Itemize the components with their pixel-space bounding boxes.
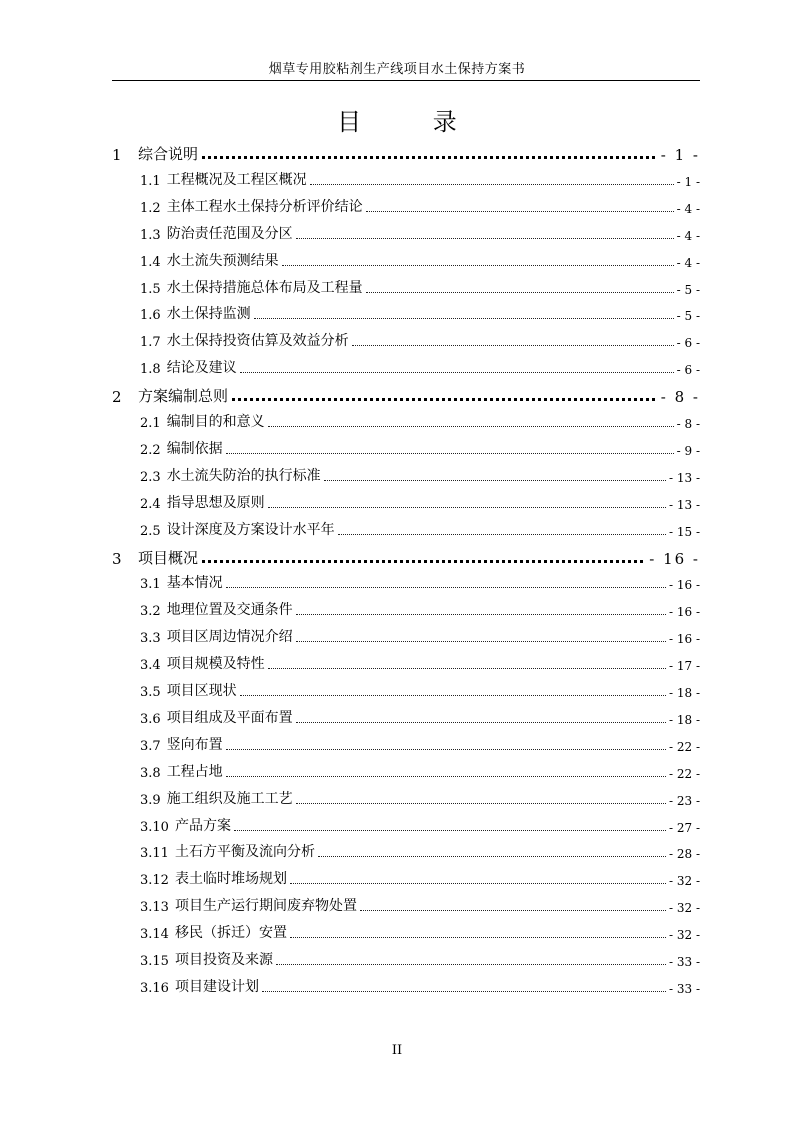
toc-entry-title: 结论及建议 <box>166 360 237 377</box>
toc-dot-leader <box>268 507 666 508</box>
toc-entry-title: 工程概况及工程区概况 <box>166 171 307 188</box>
toc-entry-title: 项目规模及特性 <box>166 656 265 673</box>
toc-entry-page: - 4 - <box>676 255 700 270</box>
toc-entry-title: 项目区周边情况介绍 <box>166 629 293 646</box>
toc-dot-leader <box>296 641 666 642</box>
toc-section-entry[interactable] <box>140 167 700 189</box>
toc-title: 目 录 <box>337 108 489 136</box>
toc-dot-leader <box>202 560 643 563</box>
toc-entry-page: - 5 - <box>676 282 700 297</box>
toc-entry-page: - 8 - <box>676 417 700 431</box>
toc-entry-page: - 22 - <box>668 766 700 781</box>
toc-dot-leader <box>296 722 666 723</box>
toc-entry-title: 基本情况 <box>166 575 223 592</box>
toc-entry-number: 3.10 <box>140 819 169 835</box>
toc-section-entry[interactable] <box>140 328 700 350</box>
toc-entry-number: 3.15 <box>140 954 169 969</box>
toc-entry-number: 3.16 <box>140 980 169 996</box>
toc-section-entry[interactable] <box>140 597 700 619</box>
toc-dot-leader <box>360 910 666 911</box>
toc-entry-page: - 16 - <box>668 578 700 593</box>
toc-dot-leader <box>268 668 666 669</box>
toc-dot-leader <box>240 372 674 373</box>
toc-section-entry[interactable] <box>140 490 700 512</box>
toc-section-entry[interactable] <box>140 301 700 323</box>
toc-dot-leader <box>318 856 666 857</box>
toc-entry-number: 3.7 <box>140 738 161 754</box>
toc-entry-page: - 13 - <box>668 470 700 485</box>
toc-entry-title: 指导思想及原则 <box>166 494 265 511</box>
toc-entry-number: 3.11 <box>140 846 169 862</box>
toc-entry-title: 工程占地 <box>166 763 223 780</box>
toc-entry-page: - 13 - <box>668 497 700 512</box>
toc-entry-page: - 5 - <box>676 309 700 324</box>
toc-entry-number: 3.5 <box>140 685 161 700</box>
toc-entry-page: - 33 - <box>668 981 700 996</box>
toc-dot-leader <box>324 480 666 481</box>
toc-entry-title: 项目组成及平面布置 <box>166 709 293 726</box>
toc-dot-leader <box>240 695 666 696</box>
toc-entry-number: 1 <box>112 146 122 164</box>
toc-entry-page: - 1 - <box>660 146 700 164</box>
toc-entry-number: 1.4 <box>140 254 161 270</box>
toc-section-entry[interactable] <box>140 947 700 969</box>
running-header: 烟草专用胶粘剂生产线项目水土保持方案书 <box>268 62 526 77</box>
toc-section-entry[interactable] <box>140 839 700 861</box>
toc-section-entry[interactable] <box>140 517 700 539</box>
toc-entry-title: 水土流失防治的执行标准 <box>166 467 321 484</box>
toc-entry-page: - 27 - <box>668 820 700 835</box>
toc-entry-number: 3.8 <box>140 765 161 781</box>
toc-entry-title: 水土保持监测 <box>166 306 251 323</box>
toc-section-entry[interactable] <box>140 920 700 942</box>
toc-entry-page: - 8 - <box>660 388 700 407</box>
toc-entry-number: 3.13 <box>140 900 169 916</box>
toc-entry-number: 3.12 <box>140 873 169 889</box>
toc-section-entry[interactable] <box>140 355 700 377</box>
toc-entry-title: 水土保持投资估算及效益分析 <box>166 333 349 350</box>
toc-entry-number: 3.1 <box>140 577 161 593</box>
toc-entry-number: 1.3 <box>140 227 161 243</box>
toc-entry-title: 竖向布置 <box>166 736 223 753</box>
toc-section-entry[interactable] <box>140 705 700 727</box>
toc-dot-leader <box>352 345 674 346</box>
toc-entry-title: 移民（拆迁）安置 <box>174 925 287 942</box>
toc-entry-page: - 23 - <box>668 793 700 808</box>
toc-entry-number: 3.2 <box>140 604 161 620</box>
toc-section-entry[interactable] <box>140 194 700 216</box>
toc-dot-leader <box>226 749 666 750</box>
toc-section-entry[interactable] <box>140 570 700 592</box>
toc-entry-title: 水土保持措施总体布局及工程量 <box>166 279 363 296</box>
toc-chapter-entry[interactable] <box>112 382 700 406</box>
toc-dot-leader <box>226 453 674 454</box>
toc-entry-title: 表土临时堆场规划 <box>174 871 287 888</box>
toc-entry-page: - 4 - <box>676 228 700 243</box>
toc-entry-page: - 28 - <box>668 847 700 862</box>
toc-section-entry[interactable] <box>140 678 700 700</box>
toc-section-entry[interactable] <box>140 813 700 835</box>
toc-dot-leader <box>282 265 674 266</box>
toc-entry-number: 3.6 <box>140 711 161 727</box>
toc-entry-page: - 32 - <box>668 928 700 943</box>
toc-entry-page: - 18 - <box>668 686 700 700</box>
toc-entry-number: 2.1 <box>140 416 161 431</box>
toc-entry-title: 项目生产运行期间废弃物处置 <box>174 898 357 915</box>
toc-dot-leader <box>296 614 666 615</box>
toc-entry-page: - 1 - <box>676 174 700 189</box>
toc-entry-page: - 15 - <box>668 524 700 539</box>
toc-section-entry[interactable] <box>140 866 700 888</box>
toc-entry-page: - 33 - <box>668 955 700 969</box>
toc-entry-number: 2.3 <box>140 469 161 485</box>
toc-dot-leader <box>262 991 666 992</box>
toc-section-entry[interactable] <box>140 409 700 431</box>
toc-section-entry[interactable] <box>140 974 700 996</box>
toc-entry-title: 产品方案 <box>174 817 231 834</box>
toc-entry-number: 3.3 <box>140 631 161 647</box>
toc-dot-leader <box>290 937 666 938</box>
toc-dot-leader <box>226 776 666 777</box>
toc-entry-number: 3.14 <box>140 927 169 943</box>
toc-section-entry[interactable] <box>140 893 700 915</box>
toc-section-entry[interactable] <box>140 759 700 781</box>
toc-dot-leader <box>232 398 655 401</box>
toc-entry-page: - 17 - <box>668 659 700 674</box>
toc-dot-leader <box>366 211 674 212</box>
toc-section-entry[interactable] <box>140 463 700 485</box>
toc-dot-leader <box>234 830 666 831</box>
toc-section-entry[interactable] <box>140 221 700 243</box>
toc-entry-number: 2.5 <box>140 523 161 539</box>
toc-entry-title: 水土流失预测结果 <box>166 252 279 269</box>
toc-entry-number: 1.7 <box>140 335 161 351</box>
toc-entry-title: 土石方平衡及流向分析 <box>174 844 315 861</box>
toc-dot-leader <box>254 318 674 319</box>
toc-entry-number: 2.4 <box>140 496 161 512</box>
toc-entry-title: 编制依据 <box>166 440 223 457</box>
toc-entry-page: - 22 - <box>668 739 700 754</box>
toc-dot-leader <box>268 426 674 427</box>
toc-dot-leader <box>290 883 666 884</box>
toc-entry-page: - 16 - <box>649 549 700 568</box>
toc-entry-number: 3 <box>112 549 122 568</box>
toc-dot-leader <box>202 156 655 159</box>
toc-entry-title: 项目投资及来源 <box>174 952 273 968</box>
toc-entry-title: 主体工程水土保持分析评价结论 <box>166 198 363 215</box>
toc-entry-title: 施工组织及施工工艺 <box>166 790 293 807</box>
toc-section-entry[interactable] <box>140 624 700 646</box>
toc-entry-page: - 6 - <box>676 336 700 351</box>
toc-dot-leader <box>310 184 674 185</box>
toc-entry-title: 方案编制总则 <box>138 387 229 406</box>
toc-entry-page: - 9 - <box>676 443 700 458</box>
toc-dot-leader <box>296 238 674 239</box>
toc-entry-number: 2 <box>112 388 122 407</box>
toc-section-entry[interactable] <box>140 275 700 297</box>
toc-dot-leader <box>366 292 674 293</box>
toc-entry-page: - 4 - <box>676 201 700 216</box>
toc-entry-number: 1.5 <box>140 281 161 297</box>
toc-entry-title: 项目概况 <box>138 548 199 567</box>
toc-entry-page: - 6 - <box>676 363 700 378</box>
toc-chapter-entry[interactable] <box>112 544 700 568</box>
toc-entry-page: - 32 - <box>668 874 700 889</box>
toc-entry-page: - 16 - <box>668 632 700 647</box>
toc-dot-leader <box>226 587 666 588</box>
toc-entry-title: 地理位置及交通条件 <box>166 602 293 619</box>
toc-entry-number: 1.6 <box>140 308 161 324</box>
toc-entry-title: 防治责任范围及分区 <box>166 225 293 242</box>
toc-dot-leader <box>276 964 666 965</box>
toc-section-entry[interactable] <box>140 786 700 808</box>
toc-entry-number: 3.9 <box>140 792 161 808</box>
toc-entry-page: - 18 - <box>668 712 700 727</box>
toc-entry-number: 3.4 <box>140 658 161 674</box>
toc-section-entry[interactable] <box>140 651 700 673</box>
toc-entry-number: 1.1 <box>140 173 161 189</box>
toc-section-entry[interactable] <box>140 248 700 270</box>
header-rule <box>112 80 700 81</box>
toc-entry-title: 综合说明 <box>138 145 199 163</box>
toc-section-entry[interactable] <box>140 732 700 754</box>
toc-entry-title: 项目区现状 <box>166 683 237 699</box>
toc-entry-number: 1.2 <box>140 200 161 216</box>
toc-entry-title: 项目建设计划 <box>174 978 259 995</box>
toc-entry-number: 1.8 <box>140 362 161 378</box>
toc-entry-title: 编制目的和意义 <box>166 414 265 430</box>
page-number: II <box>391 1043 403 1058</box>
toc-dot-leader <box>296 803 666 804</box>
toc-entry-page: - 16 - <box>668 605 700 620</box>
toc-entry-page: - 32 - <box>668 901 700 916</box>
toc-section-entry[interactable] <box>140 436 700 458</box>
toc-entry-number: 2.2 <box>140 442 161 458</box>
toc-entry-title: 设计深度及方案设计水平年 <box>166 521 335 538</box>
toc-chapter-entry[interactable] <box>112 140 700 164</box>
toc-dot-leader <box>338 534 666 535</box>
